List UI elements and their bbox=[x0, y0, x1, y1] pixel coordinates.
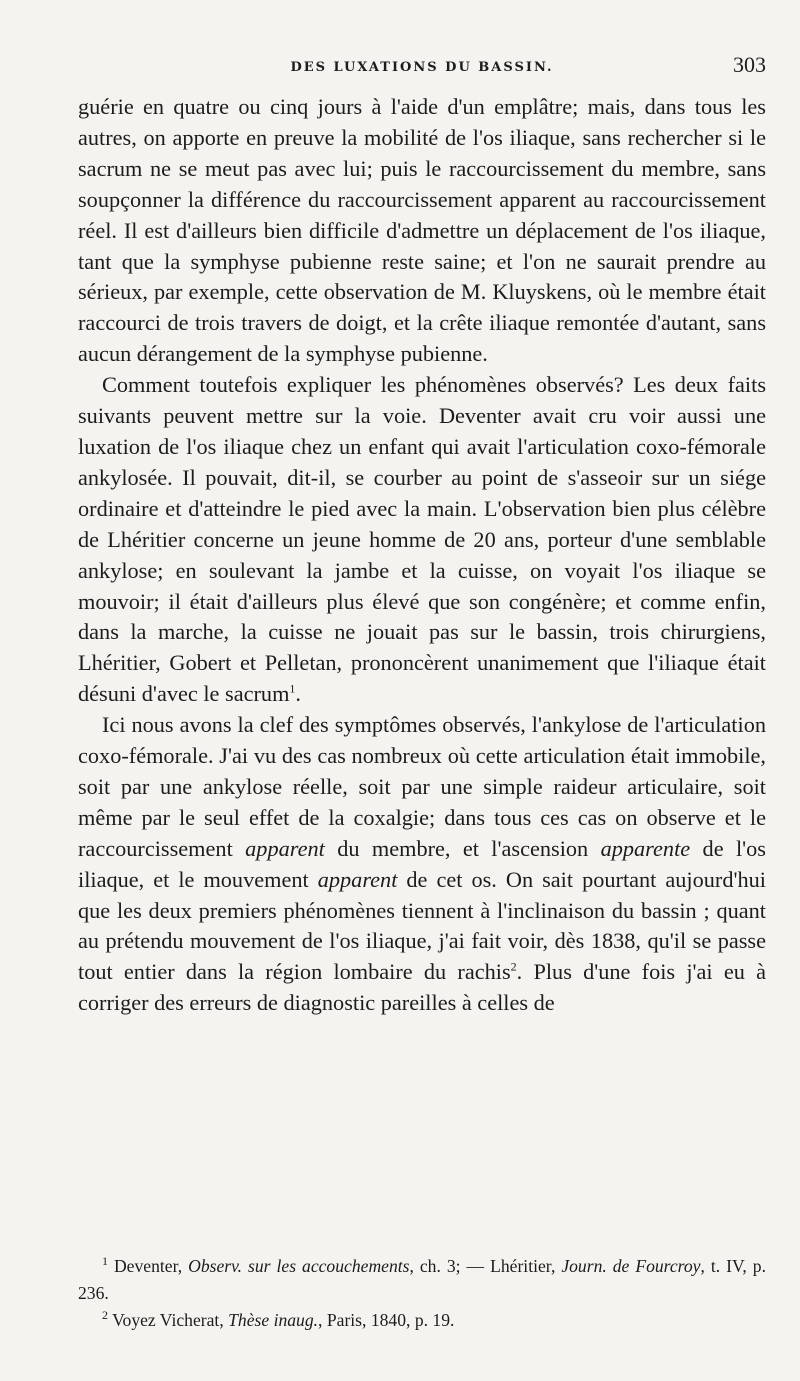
italic-run: apparent bbox=[317, 866, 398, 892]
text-run: . bbox=[295, 681, 301, 707]
running-head bbox=[78, 52, 766, 84]
text-run: . Plus d'une fois j'ai eu à corriger des erreurs de diagnostic pareilles à celles de bbox=[78, 959, 766, 1016]
footnote-ref: 2 bbox=[510, 959, 517, 974]
italic-run: apparent bbox=[245, 835, 325, 861]
text-run: , t. IV, p. 236. bbox=[78, 1256, 766, 1303]
text-run: , Paris, 1840, p. 19. bbox=[318, 1310, 455, 1330]
italic-run: Observ. sur les accouchements bbox=[188, 1256, 410, 1276]
text-run: Ici nous avons la clef des symptômes observés, l'ankylose de l'articulation coxo-fémorale. J'ai vu des cas nombreux où cette articulation était immobile, soit par une ankylose réelle, soit par une simple raideur articulaire, soit même par le seul effet de la coxalgie; dans tous ces cas on observe et le raccourcissement bbox=[78, 712, 766, 861]
text-run: Comment toutefois expliquer les phénomènes observés? Les deux faits suivants peuvent mettre sur la voie. Deventer avait cru voir aussi une luxation de l'os iliaque chez un enfant qui avait l'articulation coxo-fémorale ankylosée. Il pouvait, dit-il, se courber au point de s'asseoir sur un siége ordinaire et d'atteindre le pied avec la main. L'observation bien plus célèbre de Lhéritier concerne un jeune homme de 20 ans, porteur d'une semblable ankylose; en soulevant la jambe et la cuisse, on voyait l'os iliaque se mouvoir; il était d'ailleurs plus élevé que son congénère; et comme enfin, dans la marche, la cuisse ne jouait pas sur le bassin, trois chirurgiens, Lhéritier, Gobert et Pelletan, prononcèrent unanimement que l'iliaque était désuni d'avec le sacrum bbox=[78, 372, 766, 707]
italic-run: apparente bbox=[600, 835, 691, 861]
footnote bbox=[78, 1307, 766, 1334]
footnote-ref: 1 bbox=[289, 681, 296, 696]
footnote-ref: 2 bbox=[102, 1308, 108, 1323]
running-title: DES LUXATIONS DU BASSIN. bbox=[290, 60, 554, 75]
paragraph bbox=[78, 710, 766, 1019]
paragraph bbox=[78, 92, 766, 370]
paragraph bbox=[78, 370, 766, 710]
text-run: , ch. 3; — Lhéritier, bbox=[409, 1256, 562, 1276]
text-run: du membre, et l'ascension bbox=[324, 835, 601, 861]
text-run: guérie en quatre ou cinq jours à l'aide d'un emplâtre; mais, dans tous les autres, on apporte en preuve la mobilité de l'os iliaque, sans rechercher si le sacrum ne se meut pas avec lui; puis le raccourcissement du membre, sans soupçonner la différence du raccourcissement apparent au raccourcissement réel. Il est d'ailleurs bien difficile d'admettre un déplacement de l'os iliaque, tant que la symphyse pubienne reste saine; et l'on ne saurait prendre au sérieux, par exemple, cette observation de M. Kluyskens, où le membre était raccourci de trois travers de doigt, et la crête iliaque remontée d'autant, sans aucun dérangement de la symphyse pubienne. bbox=[78, 94, 766, 367]
text-run: Deventer, bbox=[108, 1256, 189, 1276]
footnote-ref: 1 bbox=[102, 1254, 108, 1269]
text-run: de l'os iliaque, et le mouvement bbox=[78, 835, 766, 892]
text-run: de cet os. On sait pourtant aujourd'hui que les deux premiers phénomènes tiennent à l'inclinaison du bassin ; quant au prétendu mouvement de l'os iliaque, j'ai fait voir, dès 1838, qu'il se passe tout entier dans la région lombaire du rachis bbox=[78, 866, 766, 985]
page-number: 303 bbox=[733, 52, 766, 77]
text-run: Voyez Vicherat, bbox=[108, 1310, 229, 1330]
footnotes bbox=[78, 1253, 766, 1334]
body-text bbox=[78, 92, 766, 1019]
italic-run: Journ. de Fourcroy bbox=[561, 1256, 701, 1276]
footnote bbox=[78, 1253, 766, 1307]
italic-run: Thèse inaug. bbox=[228, 1310, 319, 1330]
